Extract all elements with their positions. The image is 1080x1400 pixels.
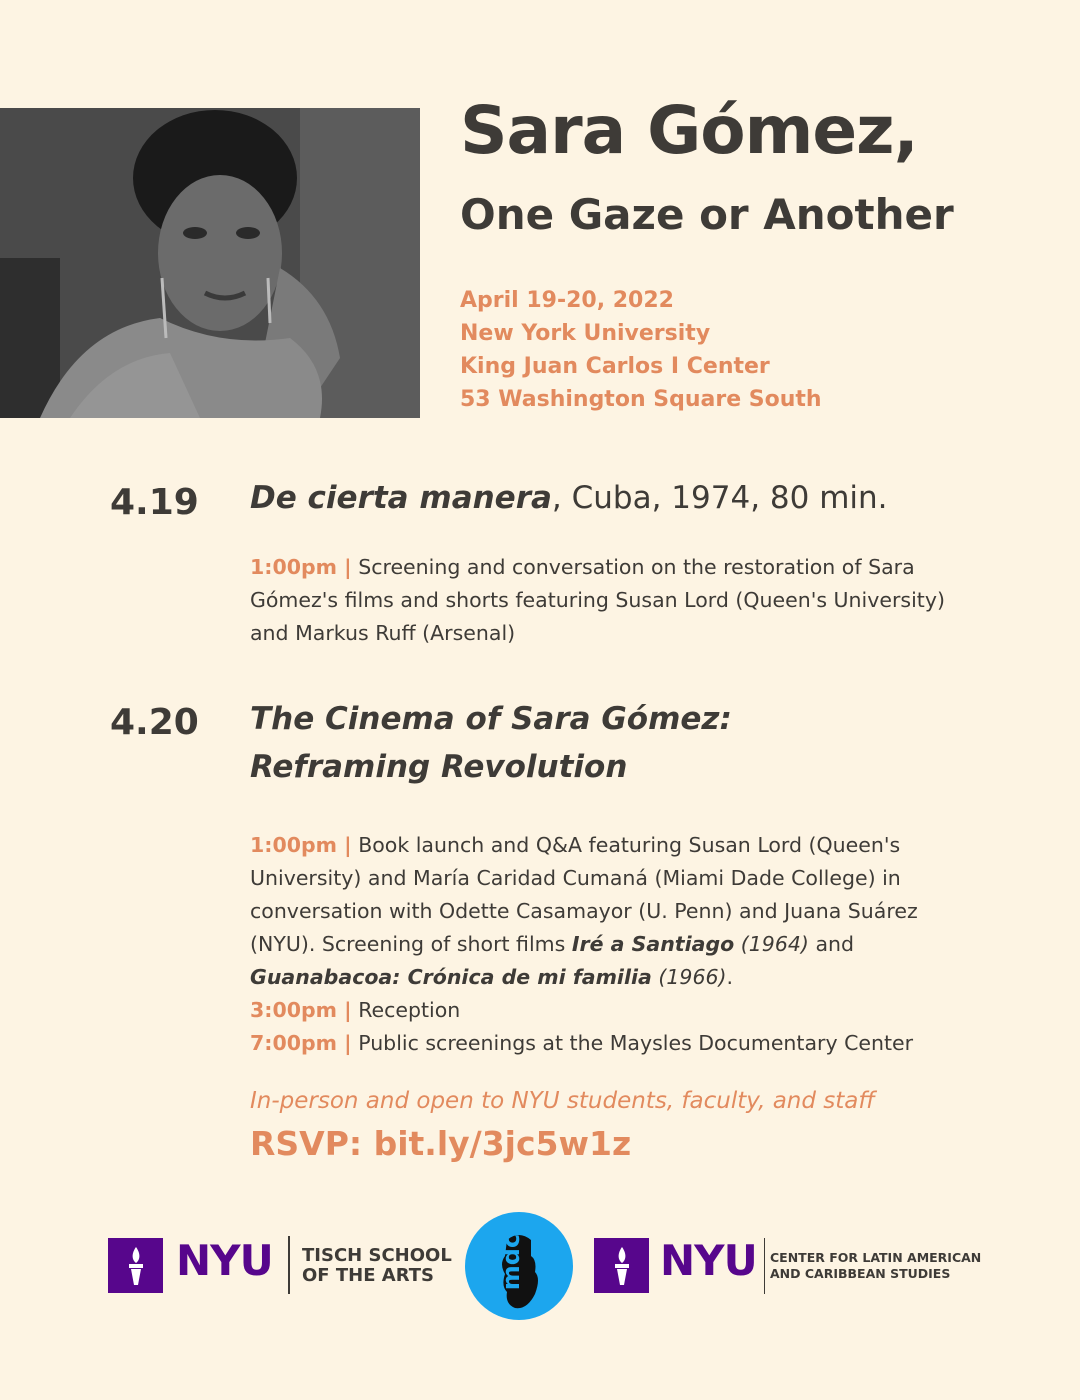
day1-film-name: De cierta manera <box>250 480 552 516</box>
day2-event2 <box>250 994 950 1027</box>
clacs-line2: AND CARIBBEAN STUDIES <box>770 1266 951 1281</box>
film-ire-a-santiago: Iré a Santiago <box>571 932 735 956</box>
day2-title <box>250 695 732 791</box>
nyu-wordmark-2: NYU <box>660 1236 757 1285</box>
page-title: Sara Gómez, <box>460 92 918 169</box>
film-year-2: (1966) <box>658 965 727 989</box>
day2-event1 <box>250 829 950 994</box>
mdc-letters: mdc <box>497 1233 525 1291</box>
day1-film-details: , Cuba, 1974, 80 min. <box>551 480 888 516</box>
day2-event1-time: 1:00pm | <box>250 833 352 857</box>
day2-event3-text: Public screenings at the Maysles Documentary Center <box>358 1031 914 1055</box>
nyu-wordmark: NYU <box>176 1236 273 1285</box>
event-institution: New York University <box>460 321 711 346</box>
event-dates: April 19-20, 2022 <box>460 288 674 313</box>
page-subtitle: One Gaze or Another <box>460 190 954 239</box>
day2-event3-time: 7:00pm | <box>250 1031 352 1055</box>
event-info <box>460 284 822 416</box>
day2-event2-text: Reception <box>358 998 461 1022</box>
and-connector: and <box>815 932 855 956</box>
nyu-torch-icon-2 <box>594 1238 649 1293</box>
tisch-school-label <box>302 1246 452 1286</box>
clacs-label <box>770 1250 981 1282</box>
day2-title-line1: The Cinema of Sara Gómez: <box>250 701 732 737</box>
tisch-line1: TISCH SCHOOL <box>302 1245 452 1266</box>
day2-event2-time: 3:00pm | <box>250 998 352 1022</box>
nyu-torch-icon <box>108 1238 163 1293</box>
logo-divider <box>288 1236 290 1294</box>
tisch-line2: OF THE ARTS <box>302 1265 434 1286</box>
rsvp-link[interactable]: RSVP: bit.ly/3jc5w1z <box>250 1124 632 1163</box>
day1-time: 1:00pm | <box>250 555 352 579</box>
event-address: 53 Washington Square South <box>460 387 822 412</box>
event-venue: King Juan Carlos I Center <box>460 354 770 379</box>
day2-schedule <box>250 829 950 1060</box>
clacs-line1: CENTER FOR LATIN AMERICAN <box>770 1250 982 1265</box>
day1-date: 4.19 <box>110 482 199 523</box>
sentence-end: . <box>726 965 734 989</box>
attendance-note: In-person and open to NYU students, faculty, and staff <box>250 1088 875 1114</box>
day1-text: Screening and conversation on the restoration of Sara Gómez's films and shorts featuring Susan Lord (Queen's University) and Markus Ruff (Arsenal) <box>250 555 945 645</box>
day2-event3 <box>250 1027 950 1060</box>
day1-description <box>250 551 950 650</box>
film-guanabacoa: Guanabacoa: Crónica de mi familia <box>250 965 652 989</box>
mdc-logo <box>465 1212 573 1320</box>
logo-divider-2 <box>764 1238 765 1294</box>
day1-film-title <box>250 480 888 516</box>
day2-title-line2: Reframing Revolution <box>250 749 628 785</box>
portrait-photo <box>0 108 420 418</box>
film-year-1: (1964) <box>740 932 809 956</box>
portrait-figure <box>0 108 420 418</box>
day2-event1-text: Book launch and Q&A featuring Susan Lord (Queen's University) and María Caridad Cumaná (Miami Dade College) in conversation with Odette Casamayor (U. Penn) and Juana Suárez (NYU). Screening of short films <box>250 833 918 956</box>
day2-date: 4.20 <box>110 702 199 743</box>
